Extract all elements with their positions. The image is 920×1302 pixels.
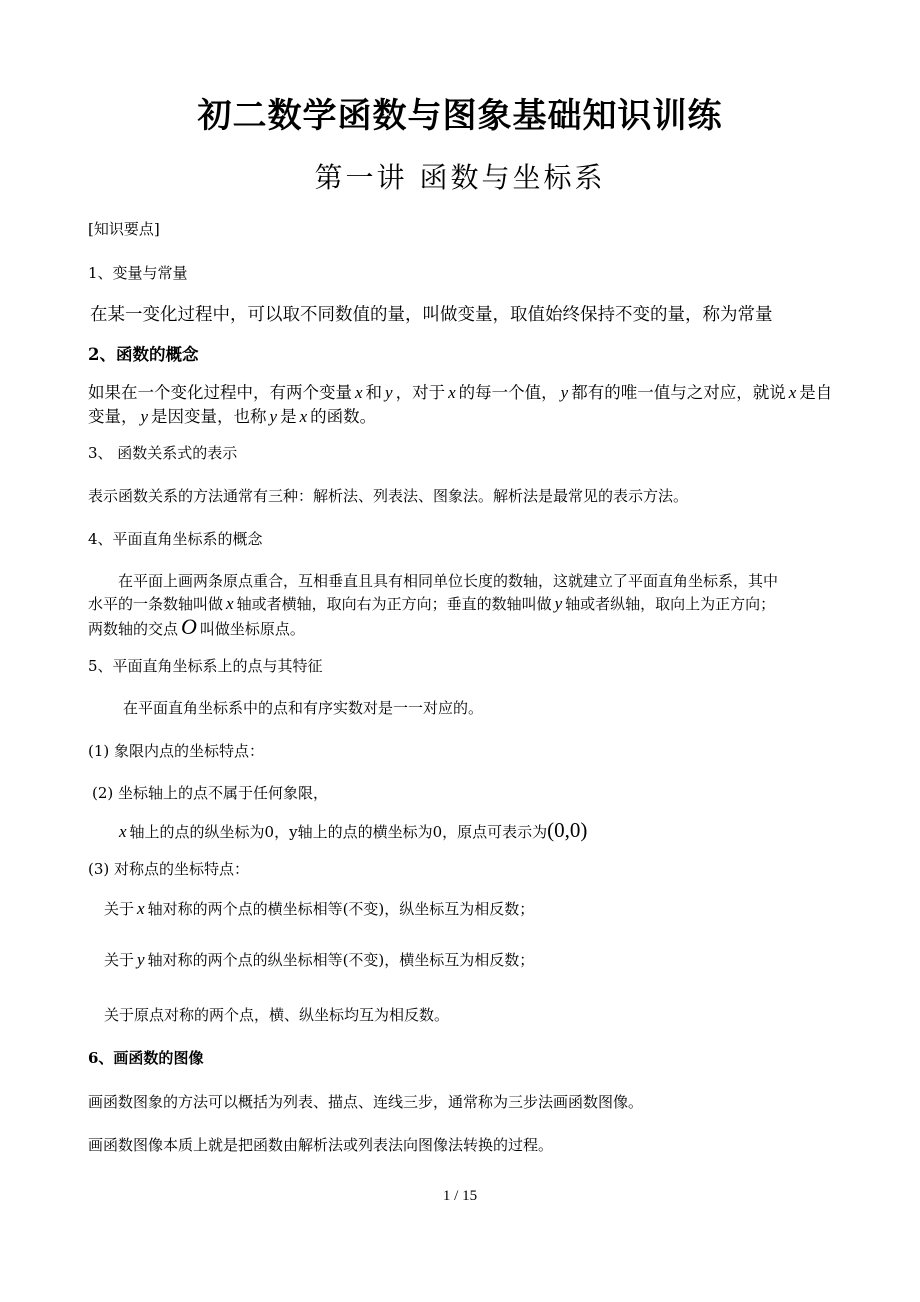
text: 如果在一个变化过程中，有两个变量 — [88, 383, 352, 402]
text: 两数轴的交点 — [88, 620, 179, 638]
var-y: y — [137, 950, 145, 969]
text: 轴或者纵轴，取向上为正方向； — [565, 595, 776, 613]
text: 叫做坐标原点。 — [199, 620, 305, 638]
origin-coordinate: (0,0) — [547, 818, 588, 842]
s5-item1: (1) 象限内点的坐标特点： — [88, 742, 265, 760]
var-x: x — [448, 383, 456, 402]
s4-line2 — [88, 593, 775, 614]
s6-heading: 6、画函数的图像 — [88, 1049, 204, 1067]
text: 是因变量，也称 — [151, 407, 267, 426]
text: 轴对称的两个点的纵坐标相等(不变)，横坐标互为相反数； — [147, 951, 535, 969]
text: 关于 — [104, 900, 135, 918]
s3-body: 表示函数关系的方法通常有三种：解析法、列表法、图象法。解析法是最常见的表示方法。 — [88, 487, 689, 505]
text: 和 — [365, 383, 383, 402]
s6-p1: 画函数图象的方法可以概括为列表、描点、连线三步，通常称为三步法画函数图像。 — [88, 1093, 644, 1111]
s5-item3: (3) 对称点的坐标特点： — [88, 860, 250, 878]
s4-heading: 4、平面直角坐标系的概念 — [88, 530, 263, 548]
s5-sym-origin: 关于原点对称的两个点，横、纵坐标均互为相反数。 — [104, 1006, 450, 1024]
text: 轴或者横轴，取向右为正方向；垂直的数轴叫做 — [236, 595, 552, 613]
text: 的每一个值， — [458, 383, 558, 402]
text: ，对于 — [395, 383, 446, 402]
text: 轴上的点的纵坐标为0，y轴上的点的横坐标为0，原点可表示为 — [129, 823, 548, 841]
var-x: x — [355, 383, 363, 402]
var-x: x — [119, 822, 127, 841]
var-x: x — [226, 594, 234, 613]
text: 变量， — [88, 407, 138, 426]
page-number: 1 / 15 — [442, 1188, 478, 1204]
s5-intro: 在平面直角坐标系中的点和有序实数对是一一对应的。 — [123, 699, 484, 717]
var-x: x — [299, 407, 308, 426]
s2-paragraph-line1 — [88, 379, 832, 403]
s4-line1: 在平面上画两条原点重合，互相垂直且具有相同单位长度的数轴，这就建立了平面直角坐标系，其中 — [118, 572, 779, 590]
s3-heading: 3、 函数关系式的表示 — [88, 444, 238, 462]
var-y: y — [269, 407, 278, 426]
s6-p2: 画函数图像本质上就是把函数由解析法或列表法向图像法转换的过程。 — [88, 1136, 554, 1154]
s1-heading: 1、变量与常量 — [88, 264, 188, 282]
lecture-subtitle: 第一讲 函数与坐标系 — [314, 161, 606, 194]
text: 是自 — [799, 383, 833, 402]
document-title: 初二数学函数与图象基础知识训练 — [197, 96, 723, 136]
s2-heading: 2、函数的概念 — [88, 345, 199, 364]
text: 的函数。 — [310, 407, 377, 426]
s5-sym-x — [104, 898, 534, 919]
var-x: x — [788, 383, 797, 402]
section-header: [知识要点] — [88, 220, 160, 238]
s5-item2: (2) 坐标轴上的点不属于任何象限， — [92, 784, 329, 802]
var-y: y — [385, 383, 393, 402]
text: 轴对称的两个点的横坐标相等(不变)，纵坐标互为相反数； — [147, 900, 535, 918]
s1-body: 在某一变化过程中，可以取不同数值的量，叫做变量，取值始终保持不变的量，称为常量 — [90, 305, 773, 325]
s5-heading: 5、平面直角坐标系上的点与其特征 — [88, 657, 323, 675]
text: 都有的唯一值与之对应，就说 — [571, 383, 786, 402]
var-y: y — [140, 407, 149, 426]
text: 关于 — [104, 951, 135, 969]
s5-axis-points — [116, 818, 587, 843]
s4-line3 — [88, 614, 305, 640]
origin-symbol: O — [181, 614, 197, 639]
text: 水平的一条数轴叫做 — [88, 595, 224, 613]
var-x: x — [137, 899, 145, 918]
s2-paragraph-line2 — [88, 403, 376, 427]
var-y: y — [560, 383, 569, 402]
var-y: y — [554, 594, 563, 613]
text: 是 — [280, 407, 297, 426]
s5-sym-y — [104, 949, 534, 970]
